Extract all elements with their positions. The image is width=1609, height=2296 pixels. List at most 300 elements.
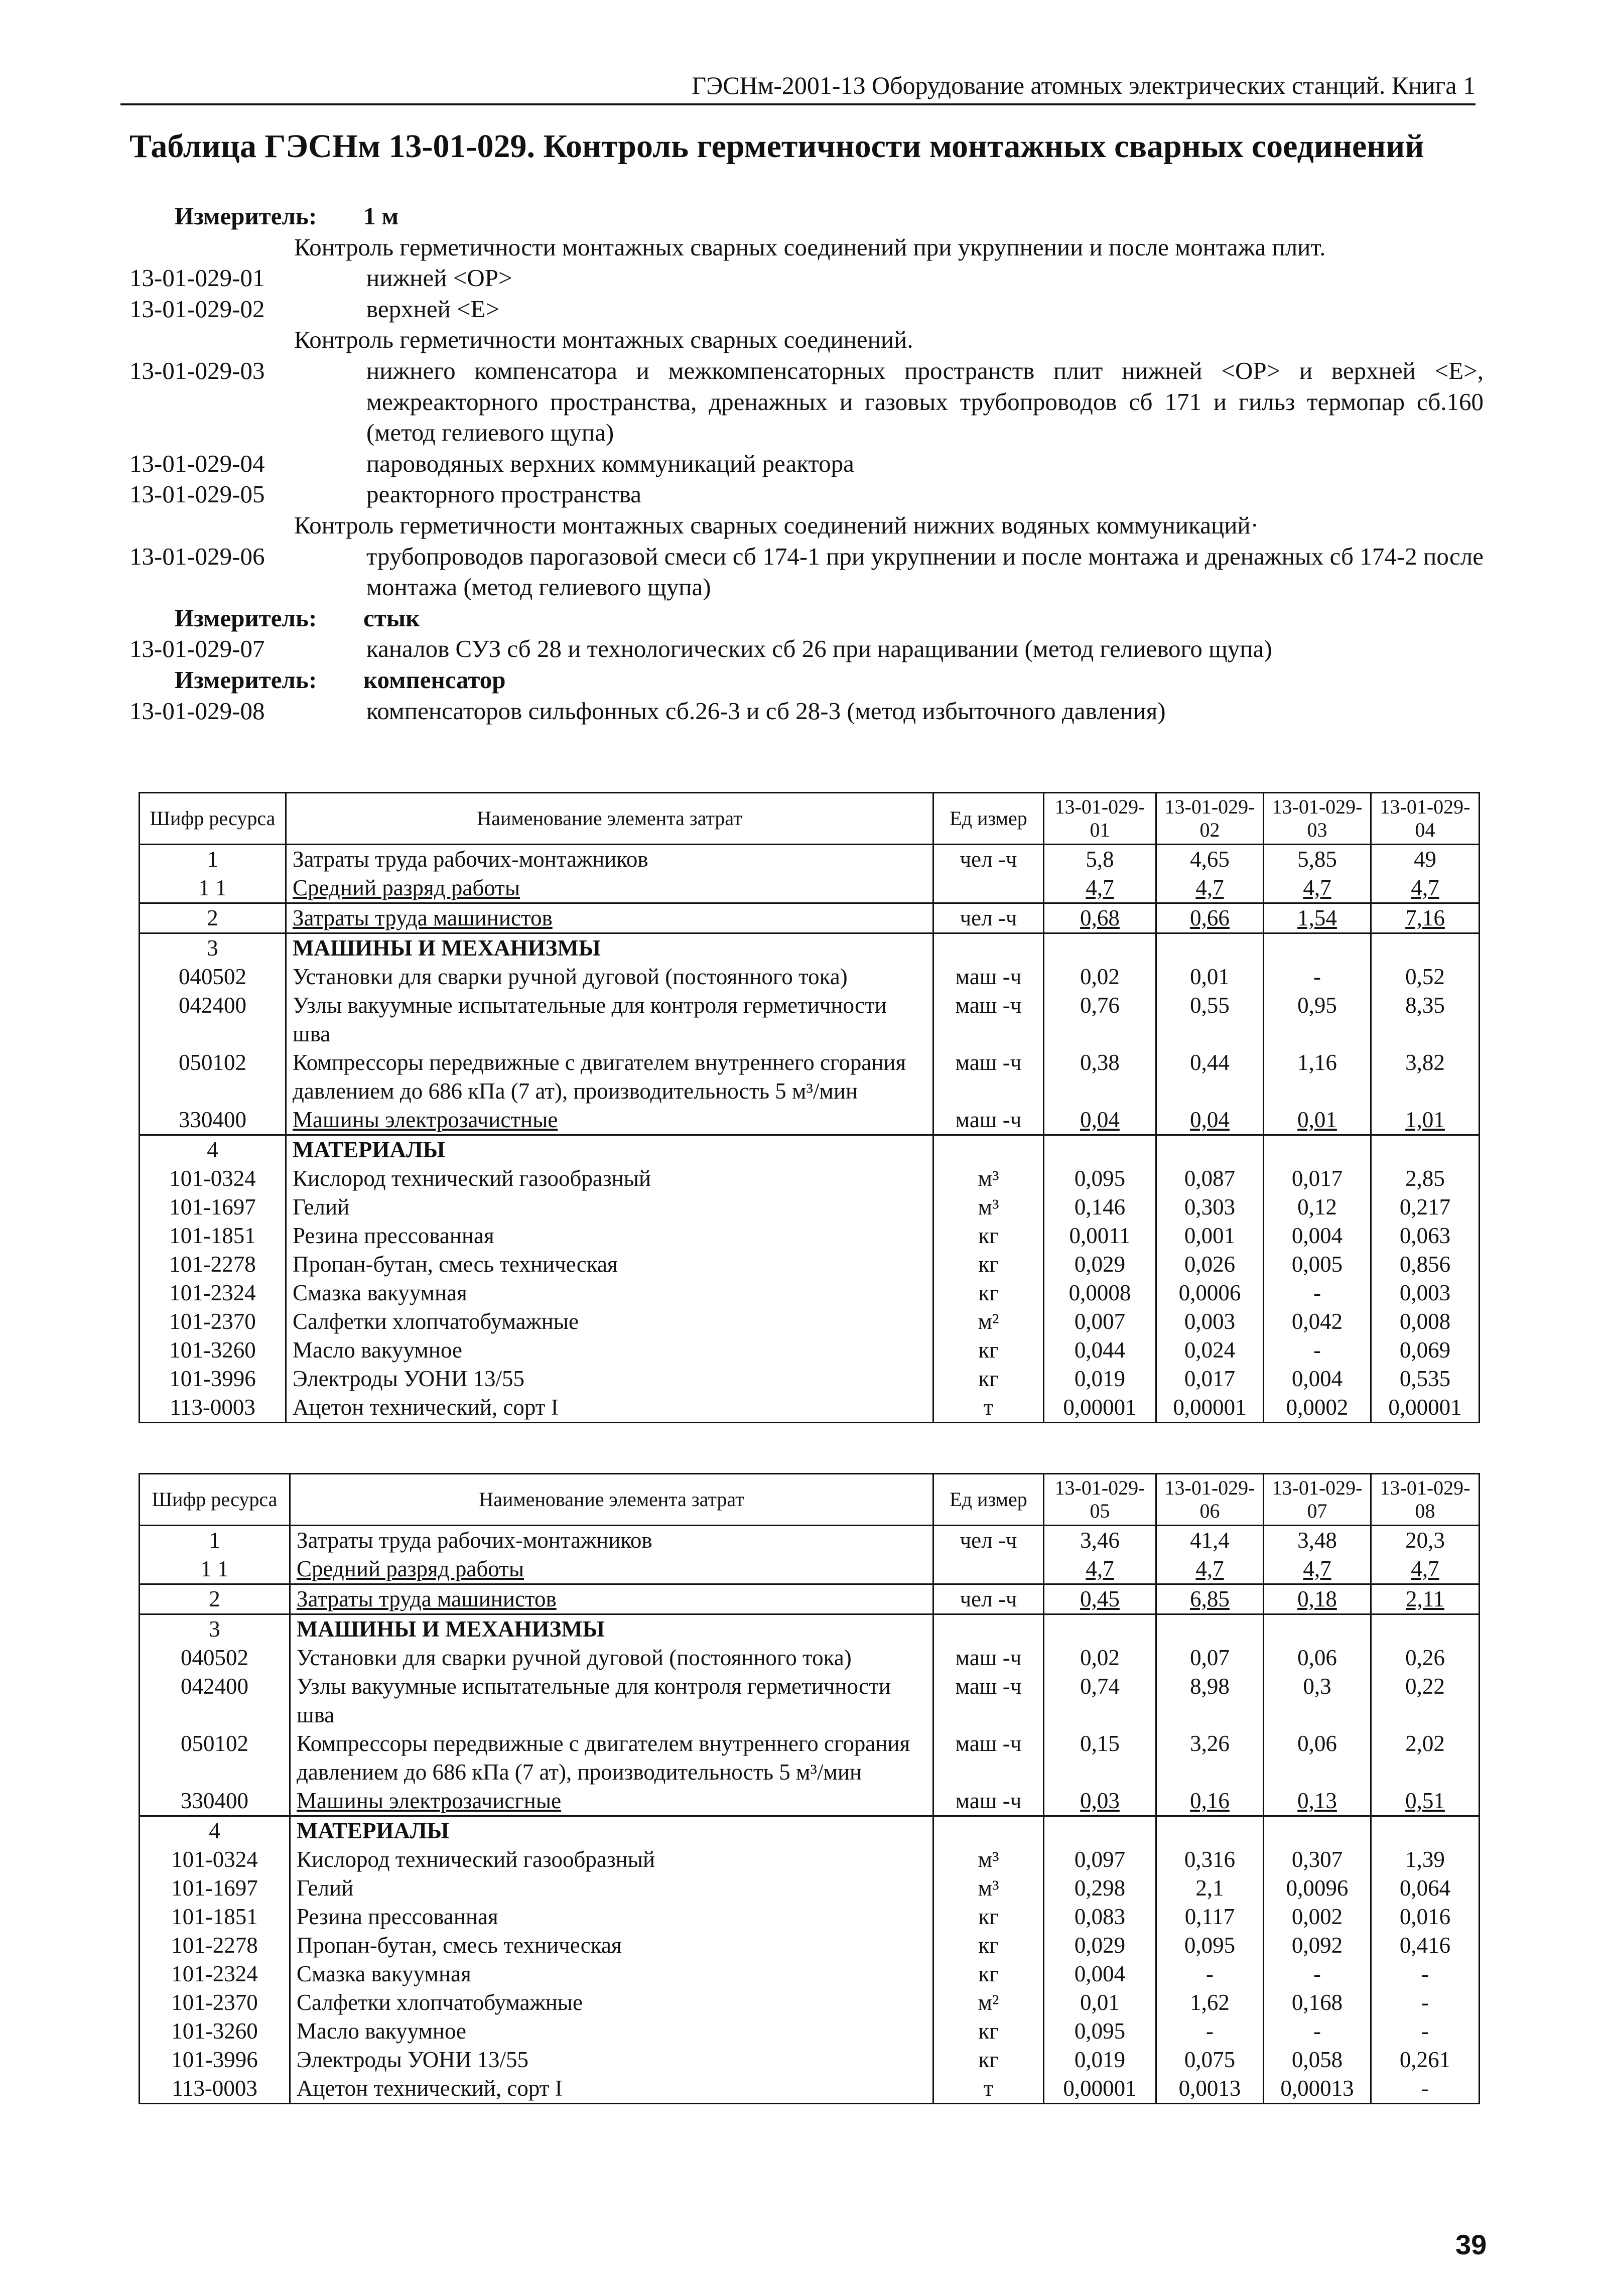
- resource-code-cell: 1 1: [140, 874, 286, 903]
- unit-cell: [933, 1555, 1044, 1584]
- unit-cell: кг: [933, 1960, 1044, 1988]
- resource-code-cell: 042400: [140, 1672, 290, 1729]
- table-row: [140, 1250, 1480, 1279]
- norm-value-cell: 0,12: [1264, 1193, 1371, 1222]
- norm-value-cell: [1264, 933, 1371, 963]
- resource-code-cell: 040502: [140, 1644, 290, 1672]
- norm-value-cell: 0,04: [1044, 1106, 1156, 1135]
- norm-value-cell: 6,85: [1156, 1584, 1264, 1614]
- norm-value-cell: 5,8: [1044, 845, 1156, 874]
- norm-value-cell: 0,01: [1044, 1988, 1156, 2017]
- norm-value-cell: [1044, 933, 1156, 963]
- resource-code-cell: 101-2370: [140, 1988, 290, 2017]
- resource-name-cell: МАТЕРИАЛЫ: [290, 1816, 933, 1846]
- norm-value-cell: 0,307: [1264, 1845, 1371, 1874]
- norm-value-cell: 0,01: [1156, 963, 1264, 991]
- norm-value-cell: 0,00013: [1264, 2074, 1371, 2104]
- measure-row-3: [129, 664, 1484, 696]
- table-row: [140, 1845, 1480, 1874]
- unit-cell: м³: [933, 1164, 1044, 1193]
- unit-cell: [933, 874, 1044, 903]
- norm-value-cell: 0,06: [1264, 1729, 1371, 1787]
- table-row: [140, 1393, 1480, 1423]
- col-header-norm: 13-01-029-06: [1156, 1474, 1264, 1526]
- norm-value-cell: 0,298: [1044, 1874, 1156, 1903]
- unit-cell: маш -ч: [933, 963, 1044, 991]
- norm-value-cell: 0,083: [1044, 1903, 1156, 1931]
- resource-code-cell: 101-1697: [140, 1193, 286, 1222]
- resource-code-cell: 1 1: [140, 1555, 290, 1584]
- norm-value-cell: 0,26: [1371, 1644, 1480, 1672]
- table-row: [140, 1307, 1480, 1336]
- norm-value-cell: [1371, 933, 1480, 963]
- resource-name-cell: Узлы вакуумные испытательные для контроля герметичности шва: [290, 1672, 933, 1729]
- resource-code-cell: 101-0324: [140, 1164, 286, 1193]
- norm-value-cell: 7,16: [1371, 903, 1480, 933]
- norm-value-cell: 3,46: [1044, 1526, 1156, 1555]
- norm-value-cell: 3,48: [1264, 1526, 1371, 1555]
- norm-value-cell: 4,7: [1044, 874, 1156, 903]
- norm-value-cell: 0,016: [1371, 1903, 1480, 1931]
- unit-cell: м²: [933, 1988, 1044, 2017]
- resource-name-cell: Компрессоры передвижные с двигателем внутреннего сгорания давлением до 686 кПа (7 ат), производительность 5 м³/мин: [286, 1048, 933, 1106]
- norm-value-cell: [1371, 1135, 1480, 1165]
- resource-code-cell: 101-2278: [140, 1931, 290, 1960]
- resource-table-2: [139, 1473, 1480, 2104]
- resource-code-cell: 101-2278: [140, 1250, 286, 1279]
- col-header-norm: 13-01-029-01: [1044, 793, 1156, 845]
- norm-value-cell: 0,095: [1044, 2017, 1156, 2046]
- table-row: [140, 1874, 1480, 1903]
- resource-name-cell: Смазка вакуумная: [286, 1279, 933, 1307]
- norm-value-cell: -: [1371, 2074, 1480, 2104]
- resource-code-cell: 040502: [140, 963, 286, 991]
- norm-value-cell: 20,3: [1371, 1526, 1480, 1555]
- norm-value-cell: 0,0008: [1044, 1279, 1156, 1307]
- resource-code-cell: 050102: [140, 1048, 286, 1106]
- col-header-unit: Ед измер: [933, 1474, 1044, 1526]
- norm-value-cell: 0,069: [1371, 1336, 1480, 1365]
- norm-value-cell: 0,07: [1156, 1644, 1264, 1672]
- norm-value-cell: 0,004: [1044, 1960, 1156, 1988]
- resource-code-cell: 1: [140, 845, 286, 874]
- table-header-row: [140, 793, 1480, 845]
- norm-value-cell: 0,095: [1044, 1164, 1156, 1193]
- norm-value-cell: 1,62: [1156, 1988, 1264, 2017]
- norm-value-cell: 0,064: [1371, 1874, 1480, 1903]
- norm-value-cell: 0,55: [1156, 991, 1264, 1048]
- resource-code-cell: 101-3260: [140, 1336, 286, 1365]
- unit-cell: чел -ч: [933, 903, 1044, 933]
- unit-cell: кг: [933, 1279, 1044, 1307]
- norm-value-cell: 0,029: [1044, 1931, 1156, 1960]
- col-header-norm: 13-01-029-04: [1371, 793, 1480, 845]
- unit-cell: кг: [933, 1931, 1044, 1960]
- resource-name-cell: МАШИНЫ И МЕХАНИЗМЫ: [286, 933, 933, 963]
- resource-code-cell: 330400: [140, 1787, 290, 1816]
- norm-value-cell: 0,316: [1156, 1845, 1264, 1874]
- norm-value-cell: [1371, 1614, 1480, 1644]
- unit-cell: кг: [933, 1250, 1044, 1279]
- unit-cell: маш -ч: [933, 1048, 1044, 1106]
- resource-name-cell: Ацетон технический, сорт I: [286, 1393, 933, 1423]
- norm-value-cell: 4,7: [1371, 1555, 1480, 1584]
- norm-value-cell: 0,303: [1156, 1193, 1264, 1222]
- norm-value-cell: -: [1156, 2017, 1264, 2046]
- resource-code-cell: 101-2324: [140, 1960, 290, 1988]
- resource-code-cell: 330400: [140, 1106, 286, 1135]
- resource-code-cell: 101-3260: [140, 2017, 290, 2046]
- norm-value-cell: 4,7: [1264, 874, 1371, 903]
- table-row: [140, 1644, 1480, 1672]
- item-row: 13-01-029-07 каналов СУЗ сб 28 и технологических сб 26 при наращивании (метод гелиевого щупа): [129, 635, 1272, 663]
- norm-value-cell: [1044, 1816, 1156, 1846]
- resource-code-cell: 3: [140, 1614, 290, 1644]
- norm-value-cell: 0,004: [1264, 1365, 1371, 1393]
- unit-cell: чел -ч: [933, 1526, 1044, 1555]
- norm-value-cell: [1264, 1614, 1371, 1644]
- resource-code-cell: 101-2324: [140, 1279, 286, 1307]
- col-header-norm: 13-01-029-02: [1156, 793, 1264, 845]
- item-row: 13-01-029-03 нижнего компенсатора и межкомпенсаторных пространств плит нижней <ОР> и верхней <Е>, межреакторного пространства, дренажных и газовых трубопроводов сб 171 и гильз термопар сб.160 (метод гелиевого щупа): [129, 356, 1484, 447]
- norm-value-cell: 0,04: [1156, 1106, 1264, 1135]
- col-header-name: Наименование элемента затрат: [290, 1474, 933, 1526]
- norm-value-cell: -: [1264, 1279, 1371, 1307]
- item-row: 13-01-029-01 нижней <ОР>: [129, 264, 512, 292]
- norm-value-cell: 1,01: [1371, 1106, 1480, 1135]
- resource-name-cell: Гелий: [290, 1874, 933, 1903]
- item-row: 13-01-029-08 компенсаторов сильфонных сб.26-3 и сб 28-3 (метод избыточного давления): [129, 697, 1166, 725]
- item-row: 13-01-029-05 реакторного пространства: [129, 480, 641, 508]
- table-title: Таблица ГЭСНм 13-01-029. Контроль герметичности монтажных сварных соединений: [129, 128, 1424, 165]
- norm-value-cell: 0,00001: [1044, 2074, 1156, 2104]
- table-row: [140, 1729, 1480, 1787]
- table-row: [140, 2046, 1480, 2074]
- norm-value-cell: 0,095: [1156, 1931, 1264, 1960]
- table-row: [140, 1222, 1480, 1250]
- norm-value-cell: 0,003: [1371, 1279, 1480, 1307]
- unit-cell: маш -ч: [933, 991, 1044, 1048]
- unit-cell: т: [933, 2074, 1044, 2104]
- page-number: 39: [1455, 2229, 1487, 2260]
- norm-value-cell: 0,95: [1264, 991, 1371, 1048]
- measure-row-2: [129, 603, 1484, 634]
- norm-value-cell: 4,7: [1264, 1555, 1371, 1584]
- norm-value-cell: 0,024: [1156, 1336, 1264, 1365]
- norm-value-cell: 0,16: [1156, 1787, 1264, 1816]
- item-row: 13-01-029-06 трубопроводов парогазовой смеси сб 174-1 при укрупнении и после монтажа и дренажных сб 174-2 после монтажа (метод гелиевого щупа): [129, 542, 1484, 601]
- resource-code-cell: 3: [140, 933, 286, 963]
- norm-value-cell: 0,22: [1371, 1672, 1480, 1729]
- group-heading-2: Контроль герметичности монтажных сварных соединений.: [294, 326, 913, 354]
- resource-name-cell: Электроды УОНИ 13/55: [286, 1365, 933, 1393]
- norm-value-cell: -: [1371, 1988, 1480, 2017]
- table-row: [140, 1048, 1480, 1106]
- resource-name-cell: Салфетки хлопчатобумажные: [290, 1988, 933, 2017]
- norm-value-cell: 2,1: [1156, 1874, 1264, 1903]
- resource-name-cell: Пропан-бутан, смесь техническая: [290, 1931, 933, 1960]
- resource-code-cell: 101-1851: [140, 1903, 290, 1931]
- norm-value-cell: 0,026: [1156, 1250, 1264, 1279]
- resource-code-cell: 101-0324: [140, 1845, 290, 1874]
- col-header-norm: 13-01-029-07: [1264, 1474, 1371, 1526]
- col-header-norm: 13-01-029-03: [1264, 793, 1371, 845]
- resource-name-cell: Установки для сварки ручной дуговой (постоянного тока): [286, 963, 933, 991]
- resource-name-cell: МАШИНЫ И МЕХАНИЗМЫ: [290, 1614, 933, 1644]
- norm-value-cell: 2,02: [1371, 1729, 1480, 1787]
- norm-value-cell: 0,68: [1044, 903, 1156, 933]
- norm-value-cell: 0,00001: [1371, 1393, 1480, 1423]
- table-row: [140, 1279, 1480, 1307]
- resource-name-cell: Кислород технический газообразный: [290, 1845, 933, 1874]
- norm-value-cell: -: [1371, 1960, 1480, 1988]
- resource-name-cell: Узлы вакуумные испытательные для контроля герметичности шва: [286, 991, 933, 1048]
- unit-cell: маш -ч: [933, 1672, 1044, 1729]
- col-header-code: Шифр ресурса: [140, 1474, 290, 1526]
- table-row: [140, 2074, 1480, 2104]
- table-header-row: [140, 1474, 1480, 1526]
- resource-name-cell: Пропан-бутан, смесь техническая: [286, 1250, 933, 1279]
- measure-label: Измеритель:: [175, 202, 317, 230]
- table-row: [140, 845, 1480, 874]
- resource-name-cell: Ацетон технический, сорт I: [290, 2074, 933, 2104]
- norm-value-cell: 0,004: [1264, 1222, 1371, 1250]
- resource-code-cell: 1: [140, 1526, 290, 1555]
- norm-value-cell: 0,856: [1371, 1250, 1480, 1279]
- resource-name-cell: Гелий: [286, 1193, 933, 1222]
- resource-code-cell: 042400: [140, 991, 286, 1048]
- resource-name-cell: Кислород технический газообразный: [286, 1164, 933, 1193]
- norm-value-cell: 0,02: [1044, 963, 1156, 991]
- resource-name-cell: МАТЕРИАЛЫ: [286, 1135, 933, 1165]
- norm-value-cell: 3,82: [1371, 1048, 1480, 1106]
- norm-value-cell: [1156, 1135, 1264, 1165]
- resource-name-cell: Машины электрозачистные: [286, 1106, 933, 1135]
- resource-name-cell: Смазка вакуумная: [290, 1960, 933, 1988]
- norm-value-cell: 1,16: [1264, 1048, 1371, 1106]
- unit-cell: [933, 1135, 1044, 1165]
- norm-value-cell: 0,007: [1044, 1307, 1156, 1336]
- resource-name-cell: Машины электрозачисгные: [290, 1787, 933, 1816]
- norm-value-cell: -: [1264, 1336, 1371, 1365]
- unit-cell: м³: [933, 1193, 1044, 1222]
- norm-value-cell: 0,087: [1156, 1164, 1264, 1193]
- norm-value-cell: 4,7: [1156, 1555, 1264, 1584]
- norm-value-cell: 0,03: [1044, 1787, 1156, 1816]
- unit-cell: кг: [933, 1903, 1044, 1931]
- norm-value-cell: -: [1156, 1960, 1264, 1988]
- unit-cell: кг: [933, 2046, 1044, 2074]
- unit-cell: кг: [933, 1222, 1044, 1250]
- norm-value-cell: 0,44: [1156, 1048, 1264, 1106]
- norm-value-cell: 0,13: [1264, 1787, 1371, 1816]
- table-row: [140, 1336, 1480, 1365]
- norm-value-cell: [1044, 1614, 1156, 1644]
- col-header-name: Наименование элемента затрат: [286, 793, 933, 845]
- norm-value-cell: 0,003: [1156, 1307, 1264, 1336]
- table-row: [140, 1614, 1480, 1644]
- norm-value-cell: 0,168: [1264, 1988, 1371, 2017]
- unit-cell: кг: [933, 1336, 1044, 1365]
- norm-value-cell: 0,66: [1156, 903, 1264, 933]
- table-row: [140, 1106, 1480, 1135]
- running-header: ГЭСНм-2001-13 Оборудование атомных электрических станций. Книга 1: [120, 70, 1476, 105]
- table-row: [140, 903, 1480, 933]
- norm-value-cell: [1264, 1816, 1371, 1846]
- norm-value-cell: 0,117: [1156, 1903, 1264, 1931]
- col-header-norm: 13-01-029-05: [1044, 1474, 1156, 1526]
- norm-value-cell: 0,02: [1044, 1644, 1156, 1672]
- unit-cell: маш -ч: [933, 1787, 1044, 1816]
- norm-value-cell: 4,7: [1044, 1555, 1156, 1584]
- norm-value-cell: 0,45: [1044, 1584, 1156, 1614]
- norm-value-cell: 0,075: [1156, 2046, 1264, 2074]
- norm-value-cell: [1156, 1816, 1264, 1846]
- norm-value-cell: [1371, 1816, 1480, 1846]
- unit-cell: м³: [933, 1845, 1044, 1874]
- norm-value-cell: 0,74: [1044, 1672, 1156, 1729]
- norm-value-cell: 0,029: [1044, 1250, 1156, 1279]
- resource-name-cell: Масло вакуумное: [286, 1336, 933, 1365]
- norm-value-cell: 1,54: [1264, 903, 1371, 933]
- norm-value-cell: 0,0011: [1044, 1222, 1156, 1250]
- norm-value-cell: 0,51: [1371, 1787, 1480, 1816]
- norm-value-cell: 0,017: [1264, 1164, 1371, 1193]
- norm-value-cell: 0,0013: [1156, 2074, 1264, 2104]
- norm-value-cell: 0,017: [1156, 1365, 1264, 1393]
- table-row: [140, 1135, 1480, 1165]
- table-description: [129, 201, 1484, 726]
- norm-value-cell: 1,39: [1371, 1845, 1480, 1874]
- table-row: [140, 1903, 1480, 1931]
- table-row: [140, 1526, 1480, 1555]
- unit-cell: м²: [933, 1307, 1044, 1336]
- norm-value-cell: -: [1371, 2017, 1480, 2046]
- norm-value-cell: 0,01: [1264, 1106, 1371, 1135]
- norm-value-cell: 0,001: [1156, 1222, 1264, 1250]
- norm-value-cell: 0,008: [1371, 1307, 1480, 1336]
- table-row: [140, 1193, 1480, 1222]
- unit-cell: [933, 1614, 1044, 1644]
- resource-name-cell: Затраты труда рабочих-монтажников: [290, 1526, 933, 1555]
- unit-cell: м³: [933, 1874, 1044, 1903]
- measure-row-1: [129, 201, 1484, 232]
- norm-value-cell: 5,85: [1264, 845, 1371, 874]
- norm-value-cell: 0,416: [1371, 1931, 1480, 1960]
- norm-value-cell: 0,3: [1264, 1672, 1371, 1729]
- resource-name-cell: Затраты труда машинистов: [290, 1584, 933, 1614]
- norm-value-cell: 2,85: [1371, 1164, 1480, 1193]
- norm-value-cell: 8,35: [1371, 991, 1480, 1048]
- unit-cell: кг: [933, 1365, 1044, 1393]
- resource-code-cell: 101-3996: [140, 2046, 290, 2074]
- resource-name-cell: Затраты труда рабочих-монтажников: [286, 845, 933, 874]
- resource-code-cell: 4: [140, 1816, 290, 1846]
- measure-label: Измеритель:: [175, 665, 317, 694]
- table-row: [140, 1988, 1480, 2017]
- norm-value-cell: [1044, 1135, 1156, 1165]
- table-row: [140, 1816, 1480, 1846]
- norm-value-cell: 0,18: [1264, 1584, 1371, 1614]
- norm-value-cell: 4,7: [1371, 874, 1480, 903]
- norm-value-cell: 0,044: [1044, 1336, 1156, 1365]
- table-row: [140, 991, 1480, 1048]
- norm-value-cell: [1156, 933, 1264, 963]
- resource-name-cell: Резина прессованная: [286, 1222, 933, 1250]
- item-row: 13-01-029-04 пароводяных верхних коммуникаций реактора: [129, 449, 854, 477]
- table-row: [140, 1555, 1480, 1584]
- norm-value-cell: -: [1264, 1960, 1371, 1988]
- resource-code-cell: 101-3996: [140, 1365, 286, 1393]
- resource-name-cell: Масло вакуумное: [290, 2017, 933, 2046]
- norm-value-cell: 0,00001: [1044, 1393, 1156, 1423]
- resource-code-cell: 2: [140, 1584, 290, 1614]
- resource-code-cell: 101-1851: [140, 1222, 286, 1250]
- resource-name-cell: Электроды УОНИ 13/55: [290, 2046, 933, 2074]
- table-row: [140, 1164, 1480, 1193]
- group-heading-1: Контроль герметичности монтажных сварных соединений при укрупнении и после монтажа плит.: [294, 233, 1326, 261]
- table-row: [140, 1584, 1480, 1614]
- norm-value-cell: 3,26: [1156, 1729, 1264, 1787]
- resource-code-cell: 113-0003: [140, 1393, 286, 1423]
- table-row: [140, 1960, 1480, 1988]
- unit-cell: [933, 1816, 1044, 1846]
- table-row: [140, 1365, 1480, 1393]
- norm-value-cell: 0,058: [1264, 2046, 1371, 2074]
- norm-value-cell: 2,11: [1371, 1584, 1480, 1614]
- resource-name-cell: Средний разряд работы: [286, 874, 933, 903]
- table-row: [140, 1787, 1480, 1816]
- norm-value-cell: 49: [1371, 845, 1480, 874]
- table-row: [140, 874, 1480, 903]
- group-heading-3: Контроль герметичности монтажных сварных соединений нижних водяных коммуникаций·: [294, 511, 1259, 539]
- unit-cell: маш -ч: [933, 1106, 1044, 1135]
- norm-value-cell: 0,217: [1371, 1193, 1480, 1222]
- norm-value-cell: 0,146: [1044, 1193, 1156, 1222]
- norm-value-cell: 0,535: [1371, 1365, 1480, 1393]
- resource-code-cell: 113-0003: [140, 2074, 290, 2104]
- measure-value: компенсатор: [363, 665, 506, 694]
- norm-value-cell: 8,98: [1156, 1672, 1264, 1729]
- norm-value-cell: 0,097: [1044, 1845, 1156, 1874]
- norm-value-cell: 0,0002: [1264, 1393, 1371, 1423]
- measure-value: 1 м: [363, 202, 399, 230]
- norm-value-cell: 0,005: [1264, 1250, 1371, 1279]
- col-header-code: Шифр ресурса: [140, 793, 286, 845]
- norm-value-cell: 0,76: [1044, 991, 1156, 1048]
- norm-value-cell: 0,261: [1371, 2046, 1480, 2074]
- resource-code-cell: 4: [140, 1135, 286, 1165]
- resource-code-cell: 2: [140, 903, 286, 933]
- norm-value-cell: 0,042: [1264, 1307, 1371, 1336]
- norm-value-cell: 0,0006: [1156, 1279, 1264, 1307]
- norm-value-cell: [1156, 1614, 1264, 1644]
- item-row: 13-01-029-02 верхней <Е>: [129, 295, 500, 323]
- resource-name-cell: Салфетки хлопчатобумажные: [286, 1307, 933, 1336]
- table-row: [140, 963, 1480, 991]
- table-row: [140, 1672, 1480, 1729]
- norm-value-cell: 0,52: [1371, 963, 1480, 991]
- resource-table-1: [139, 792, 1480, 1423]
- norm-value-cell: 0,019: [1044, 1365, 1156, 1393]
- unit-cell: [933, 933, 1044, 963]
- norm-value-cell: 0,15: [1044, 1729, 1156, 1787]
- norm-value-cell: [1264, 1135, 1371, 1165]
- unit-cell: маш -ч: [933, 1729, 1044, 1787]
- norm-value-cell: 0,002: [1264, 1903, 1371, 1931]
- measure-label: Измеритель:: [175, 604, 317, 632]
- norm-value-cell: 4,65: [1156, 845, 1264, 874]
